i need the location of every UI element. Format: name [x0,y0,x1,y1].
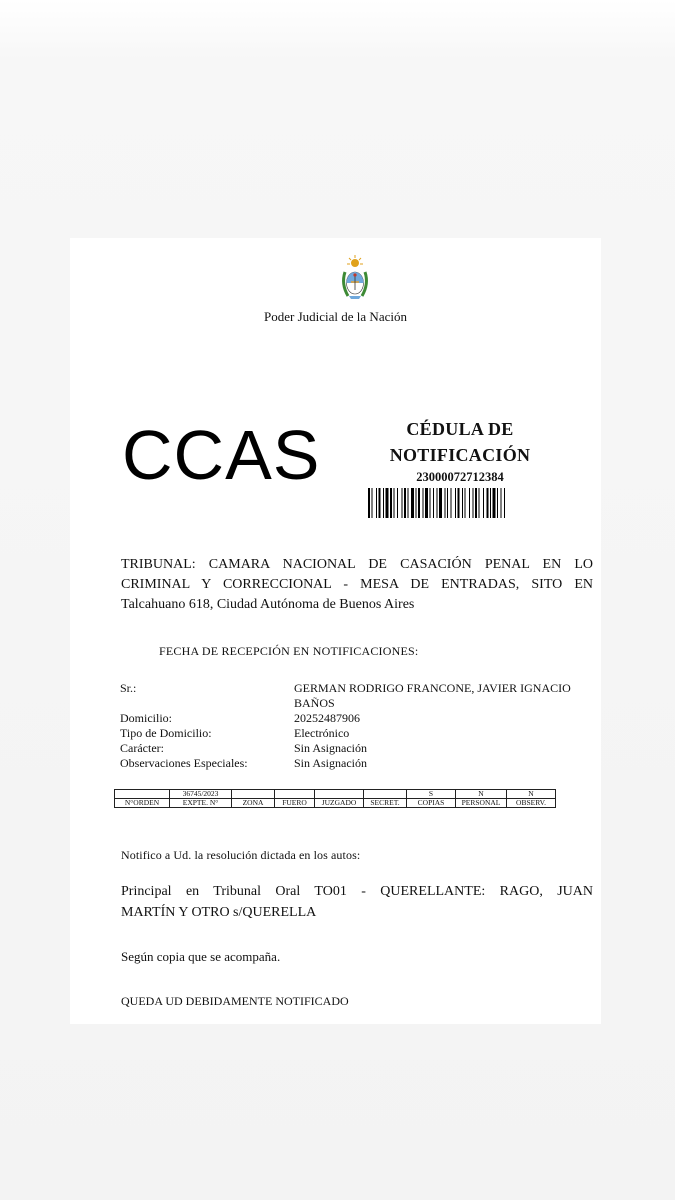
field-label: Tipo de Domicilio: [120,726,212,740]
cedula-title-line2: NOTIFICACIÓN [389,445,531,465]
barcode-icon [368,488,576,518]
table-header-cell: EXPTE. N° [170,799,232,808]
tribunal-line-3: Talcahuano 618, Ciudad Autónoma de Buenos Aires [121,597,415,612]
autos-paragraph [121,881,593,923]
field-value-line2: BAÑOS [294,696,335,710]
expediente-table [114,789,556,808]
autos-line-2: MARTÍN Y OTRO s/QUERELLA [121,905,317,920]
table-cell: N [456,790,507,799]
field-row-domicilio [120,711,590,726]
fecha-recepcion-label: FECHA DE RECEPCIÓN EN NOTIFICACIONES: [159,644,419,658]
table-header-cell: PERSONAL [456,799,507,808]
table-header-cell: ZONA [232,799,275,808]
field-value: Sin Asignación [294,756,368,770]
field-row-tipo-domicilio [120,726,590,741]
field-value: Electrónico [294,726,350,740]
cedula-title-line1: CÉDULA DE [406,419,514,439]
field-row-sr [120,681,590,711]
recipient-fields [120,681,590,771]
field-row-caracter [120,741,590,756]
field-label: Carácter: [120,741,164,755]
field-value: 20252487906 [294,711,360,725]
field-value-line1: GERMAN RODRIGO FRANCONE, JAVIER IGNACIO [294,681,571,695]
table-header-cell: SECRET. [364,799,407,808]
table-header-cell: JUZGADO [315,799,364,808]
table-header-cell: COPIAS [407,799,456,808]
autos-line-1: Principal en Tribunal Oral TO01 - QUERELLANTE: RAGO, JUAN [121,884,593,899]
cedula-title [370,416,550,468]
tribunal-paragraph [121,555,593,615]
field-label: Sr.: [120,681,137,695]
table-cell: S [407,790,456,799]
queda-notificado-text: QUEDA UD DEBIDAMENTE NOTIFICADO [121,994,349,1008]
tribunal-line-1: TRIBUNAL: CAMARA NACIONAL DE CASACIÓN PENAL EN LO [121,557,593,572]
table-cell: N [507,790,556,799]
table-header-row [115,799,556,808]
table-header-cell: FUERO [275,799,315,808]
field-label: Observaciones Especiales: [120,756,248,770]
institution-name: Poder Judicial de la Nación [264,309,407,324]
table-header-cell: OBSERV. [507,799,556,808]
field-label: Domicilio: [120,711,172,725]
table-cell: 36745/2023 [170,790,232,799]
argentina-coat-of-arms-icon [339,254,371,304]
field-value [294,681,590,711]
tribunal-line-2: CRIMINAL Y CORRECCIONAL - MESA DE ENTRADAS, SITO EN [121,577,593,592]
cedula-number: 23000072712384 [416,470,504,484]
notifico-text: Notifico a Ud. la resolución dictada en los autos: [121,848,361,862]
ccas-logo-text: CCAS [122,416,321,494]
table-header-cell: N°ORDEN [115,799,170,808]
field-value: Sin Asignación [294,741,368,755]
segun-copia-text: Según copia que se acompaña. [121,949,281,964]
notification-document [70,238,601,1024]
field-row-observaciones [120,756,590,771]
